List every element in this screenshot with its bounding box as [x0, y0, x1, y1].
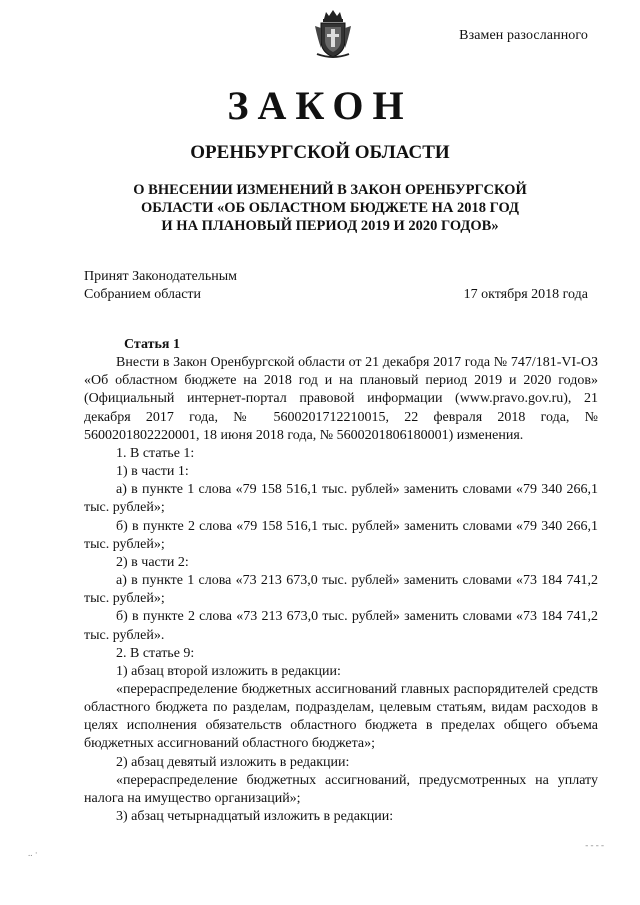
- adoption-line: Принят Законодательным: [84, 269, 237, 284]
- subject-line: И НА ПЛАНОВЫЙ ПЕРИОД 2019 И 2020 ГОДОВ»: [161, 218, 499, 234]
- paragraph: а) в пункте 1 слова «73 213 673,0 тыс. рублей» заменить словами «73 184 741,2 тыс. рублей»;: [84, 573, 598, 607]
- law-subject: [120, 181, 540, 235]
- scan-mark: - - - -: [585, 840, 604, 850]
- replaced-note: Взамен разосланного: [459, 28, 588, 43]
- coat-of-arms-icon: [312, 10, 354, 60]
- adoption-date: 17 октября 2018 года: [463, 287, 588, 302]
- paragraph: 2) абзац девятый изложить в редакции:: [116, 754, 350, 770]
- scan-mark: .. ·: [28, 848, 38, 858]
- paragraph: б) в пункте 2 слова «73 213 673,0 тыс. рублей» заменить словами «73 184 741,2 тыс. рублей».: [84, 609, 598, 643]
- paragraph: 2) в части 2:: [116, 554, 189, 570]
- paragraph: Внести в Закон Оренбургской области от 21 декабря 2017 года № 747/181-VI-ОЗ «Об областном бюджете на 2018 год и на плановый период 2019 и 2020 годов» (Официальный интернет-портал правовой информации (www.pravo.gov.ru), 21 декабря 2017 года, № 5600201712210015, 22 февраля 2018 года, № 5600201802220001, 18 июня 2018 года, № 5600201806180001) изменения.: [84, 355, 598, 443]
- adoption-line: Собранием области: [84, 287, 202, 302]
- paragraph: 1. В статье 1:: [116, 445, 195, 461]
- region-title: ОРЕНБУРГСКОЙ ОБЛАСТИ: [190, 142, 450, 163]
- paragraph: 1) абзац второй изложить в редакции:: [116, 663, 341, 679]
- subject-line: ОБЛАСТИ «ОБ ОБЛАСТНОМ БЮДЖЕТЕ НА 2018 ГОД: [140, 200, 520, 216]
- adoption-body: [84, 268, 237, 304]
- paragraph: а) в пункте 1 слова «79 158 516,1 тыс. рублей» заменить словами «79 340 266,1 тыс. рублей»;: [84, 482, 598, 516]
- law-title: ЗАКОН: [227, 83, 413, 128]
- paragraph: 3) абзац четырнадцатый изложить в редакции:: [116, 809, 394, 825]
- paragraph: «перераспределение бюджетных ассигнований главных распорядителей средств областного бюджета по разделам, подразделам, целевым статьям, видам расходов в целях исполнения обязательств областного бюджета в пределах общего объема бюджетных ассигнований областного бюджета»;: [84, 681, 598, 752]
- paragraph: 2. В статье 9:: [116, 645, 195, 661]
- paragraph: «перераспределение бюджетных ассигнований, предусмотренных на уплату налога на имущество организаций»;: [84, 772, 598, 806]
- paragraph: 1) в части 1:: [116, 464, 189, 480]
- paragraph: б) в пункте 2 слова «79 158 516,1 тыс. рублей» заменить словами «79 340 266,1 тыс. рублей»;: [84, 518, 598, 552]
- article-heading: Статья 1: [124, 337, 180, 352]
- article-body: [84, 336, 598, 826]
- subject-line: О ВНЕСЕНИИ ИЗМЕНЕНИЙ В ЗАКОН ОРЕНБУРГСКОЙ: [133, 182, 527, 198]
